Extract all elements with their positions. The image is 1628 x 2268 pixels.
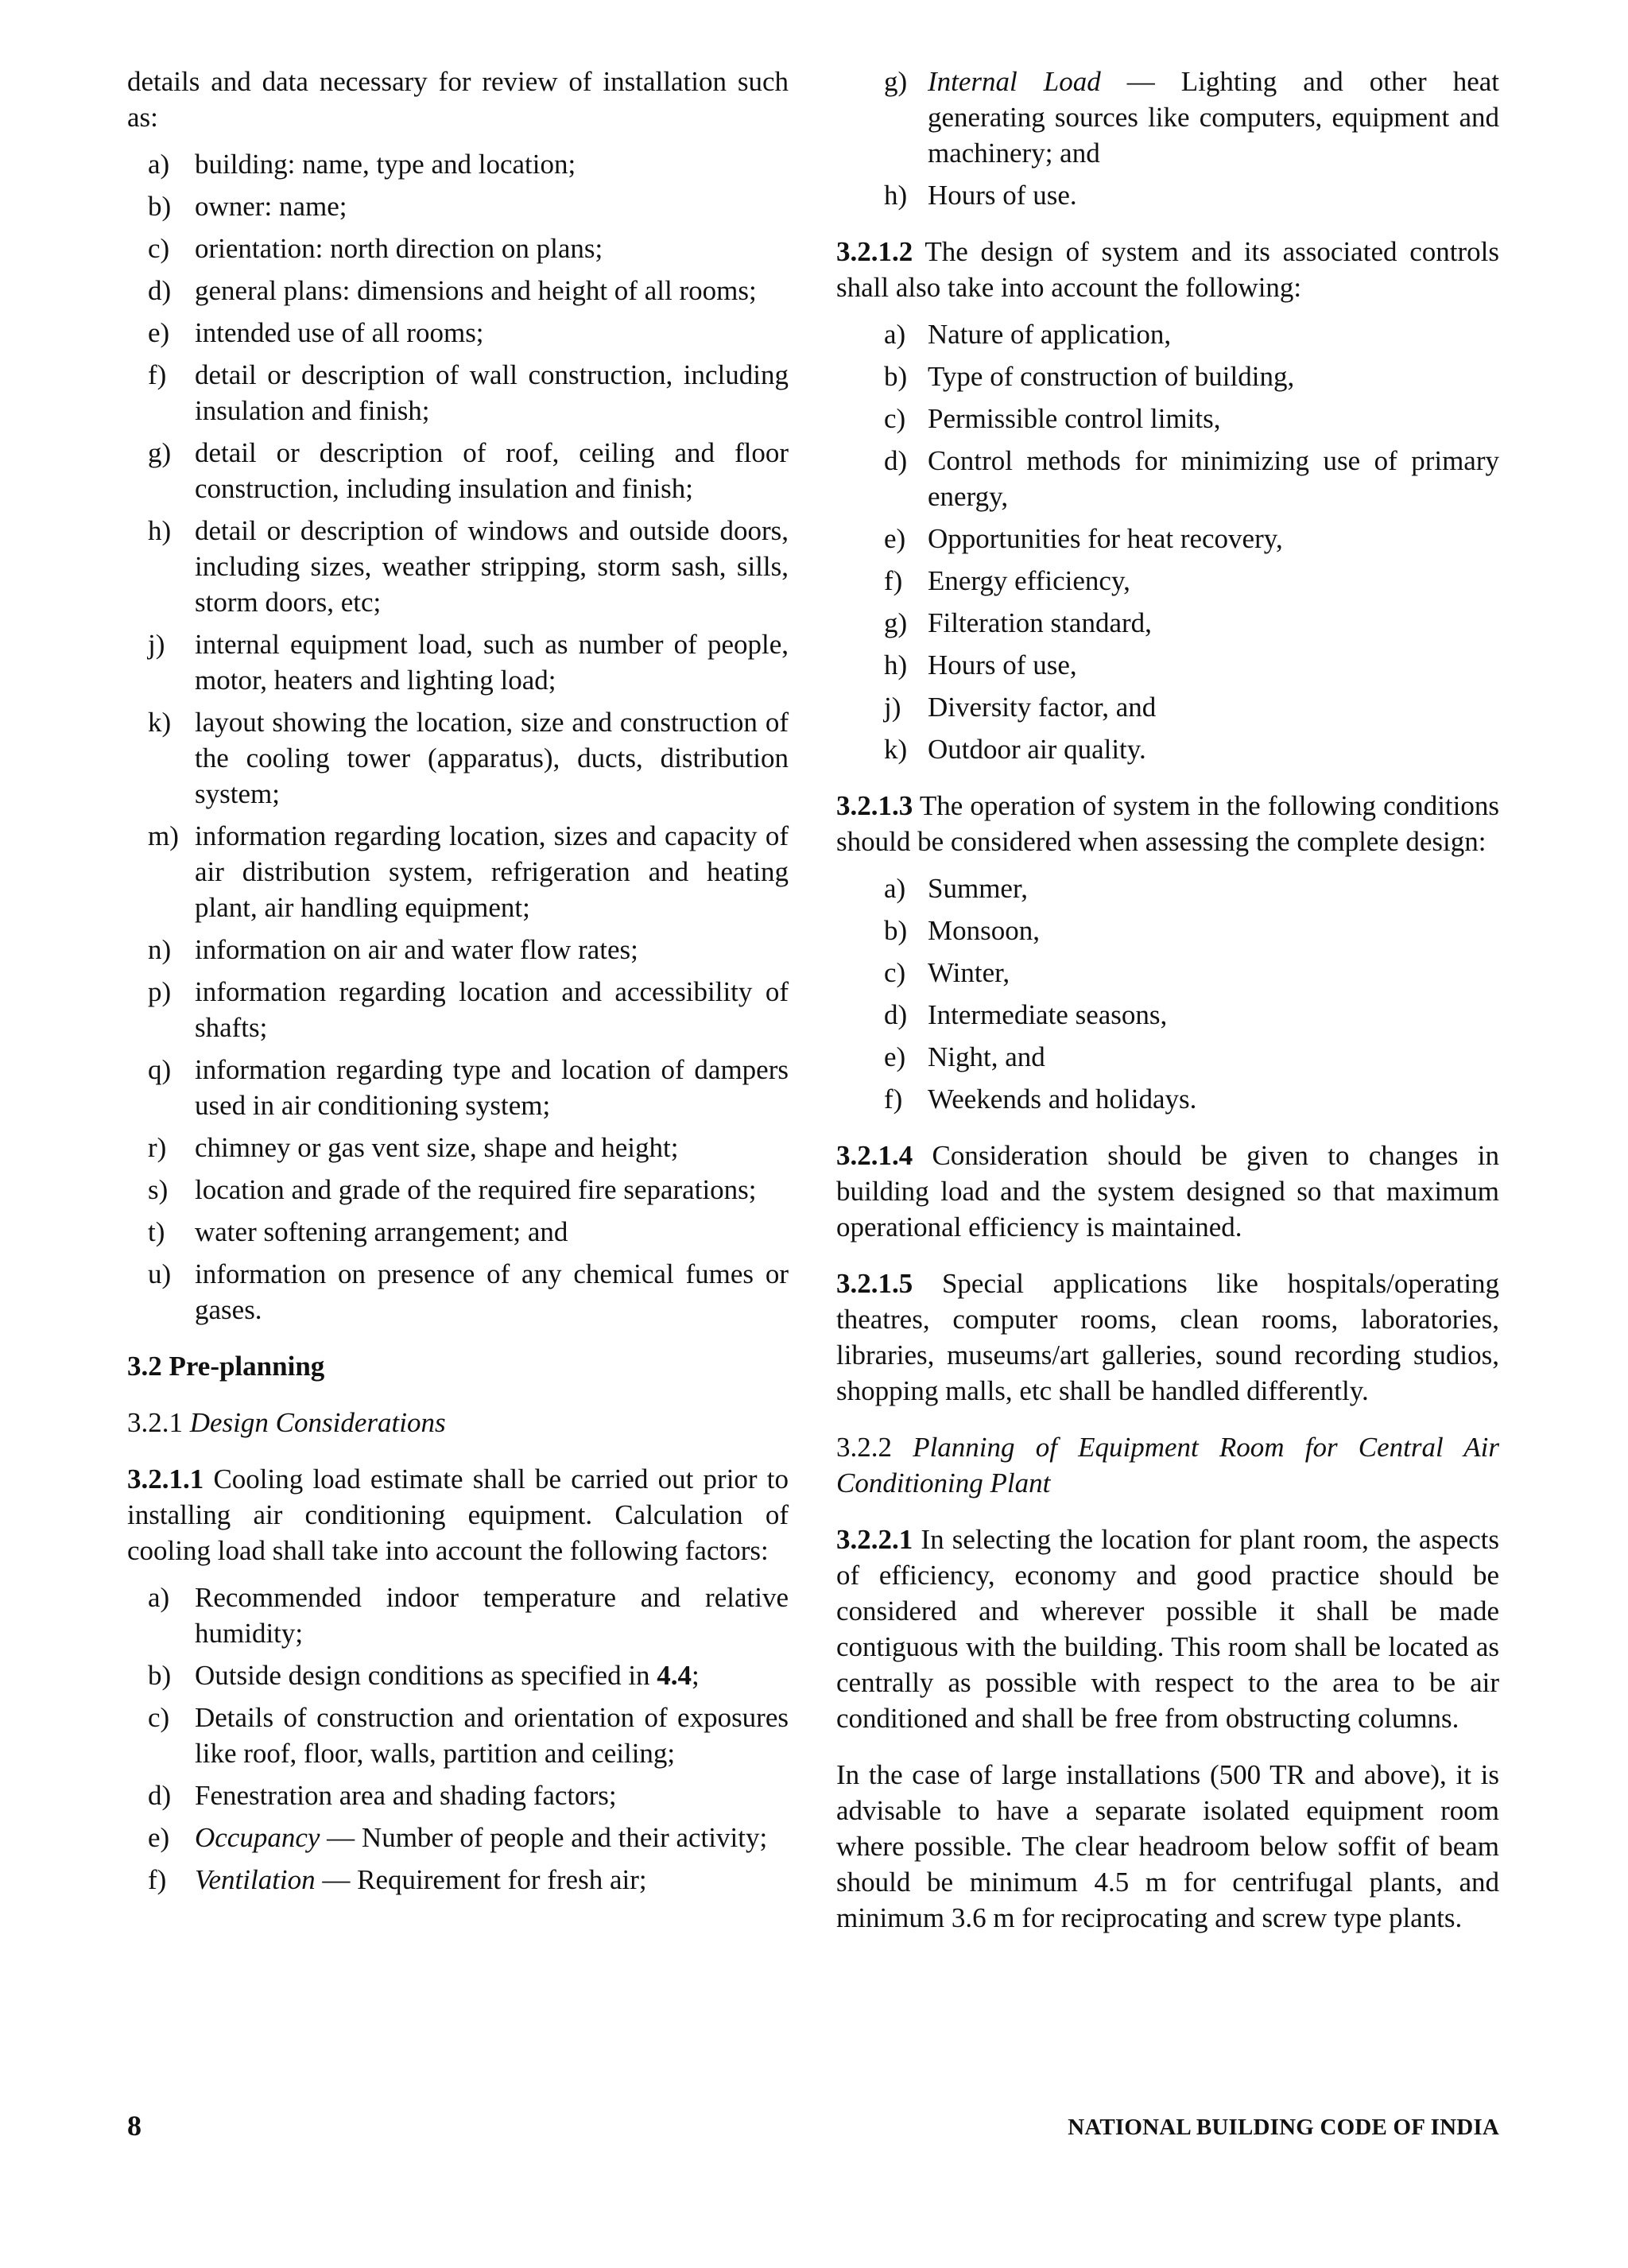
list-item: [127, 1862, 789, 1898]
item-text-body: — Lighting and other heat generating sources like computers, equipment and machinery; and: [928, 66, 1500, 169]
item-label: c): [148, 233, 170, 264]
item-label: j): [148, 629, 165, 660]
item-text: [195, 1862, 789, 1898]
item-text: information on presence of any chemical fumes or gases.: [195, 1258, 789, 1325]
paragraph-3-2-1-2: [836, 234, 1499, 305]
list-item: [836, 997, 1499, 1033]
item-label: s): [148, 1174, 169, 1205]
item-text: Weekends and holidays.: [928, 1084, 1197, 1115]
list-item: [836, 64, 1499, 171]
section-heading-3-2: 3.2 Pre-planning: [127, 1351, 325, 1382]
clause-reference: 4.4: [657, 1660, 692, 1691]
design-controls-list: [836, 316, 1499, 767]
item-text: Hours of use.: [928, 180, 1077, 211]
heading-title: Planning of Equipment Room for Central Air Conditioning Plant: [836, 1432, 1500, 1498]
item-text: building: name, type and location;: [195, 149, 576, 180]
item-label: b): [884, 361, 908, 392]
paragraph-3-2-1-5: [836, 1266, 1499, 1409]
heading-number: 3.2.2: [836, 1432, 892, 1463]
list-item: [836, 731, 1499, 767]
list-item: [127, 818, 789, 925]
list-item: [127, 974, 789, 1045]
item-text-body: — Requirement for fresh air;: [315, 1864, 647, 1895]
list-item: [836, 359, 1499, 394]
paragraph-3-2-1-3: [836, 788, 1499, 859]
item-text: Details of construction and orientation of exposures like roof, floor, walls, partition and ceiling;: [195, 1702, 789, 1769]
list-item: [127, 1214, 789, 1250]
item-label: g): [884, 607, 908, 638]
list-item: [127, 1130, 789, 1165]
list-item: [127, 315, 789, 351]
item-label: f): [148, 359, 167, 390]
list-item: [127, 704, 789, 812]
item-text: Opportunities for heat recovery,: [928, 523, 1283, 554]
item-label: h): [884, 649, 908, 680]
clause-text: Special applications like hospitals/operating theatres, computer rooms, clean rooms, laboratories, libraries, museums/art galleries, sound recording studios, shopping malls, etc shall be handled differently.: [836, 1268, 1500, 1406]
item-text: Intermediate seasons,: [928, 999, 1168, 1030]
item-text: chimney or gas vent size, shape and height;: [195, 1132, 679, 1163]
clause-number: 3.2.1.1: [127, 1464, 204, 1495]
intro-paragraph: details and data necessary for review of installation such as:: [127, 66, 789, 133]
list-item: [127, 1778, 789, 1813]
subsection-heading-3-2-1: [127, 1405, 789, 1440]
heading-title: Design Considerations: [189, 1407, 446, 1438]
item-text: [928, 64, 1499, 171]
clause-number: 3.2.1.4: [836, 1140, 913, 1171]
installation-details-list: [127, 146, 789, 1328]
item-text: [195, 1820, 789, 1855]
list-item: [127, 188, 789, 224]
list-item: [127, 1172, 789, 1208]
clause-text: Cooling load estimate shall be carried out prior to installing air conditioning equipment. Calculation of cooling load shall take into account the following factors:: [127, 1464, 789, 1566]
list-item: [836, 605, 1499, 641]
item-term: Ventilation: [195, 1864, 316, 1895]
item-text: general plans: dimensions and height of all rooms;: [195, 275, 757, 306]
list-item: [127, 1657, 789, 1693]
item-text: Recommended indoor temperature and relative humidity;: [195, 1582, 789, 1649]
item-text: location and grade of the required fire separations;: [195, 1174, 757, 1205]
item-text: Night, and: [928, 1041, 1045, 1072]
item-label: e): [884, 523, 906, 554]
subsection-heading-3-2-2: [836, 1429, 1499, 1501]
list-item: [127, 1820, 789, 1855]
item-label: u): [148, 1258, 172, 1289]
item-label: f): [884, 565, 903, 596]
item-text: Monsoon,: [928, 915, 1040, 946]
item-text-body: Outside design conditions as specified in: [195, 1660, 650, 1691]
list-item: [836, 955, 1499, 991]
paragraph-large-installations: In the case of large installations (500 TR and above), it is advisable to have a separate isolated equipment room where possible. The clear headroom below soffit of beam should be minimum 4.5 m for centrifugal plants, and minimum 3.6 m for reciprocating and screw type plants.: [836, 1759, 1499, 1933]
item-label: b): [148, 1660, 172, 1691]
list-item: [127, 273, 789, 308]
list-item: [836, 563, 1499, 599]
item-label: d): [148, 275, 172, 306]
item-text: information regarding location, sizes and capacity of air distribution system, refrigeration and heating plant, air handling equipment;: [195, 820, 789, 923]
item-text: Fenestration area and shading factors;: [195, 1780, 617, 1811]
list-item: [127, 1052, 789, 1123]
list-item: [836, 647, 1499, 683]
item-text: water softening arrangement; and: [195, 1216, 568, 1247]
heading-number: 3.2.1: [127, 1407, 183, 1438]
item-text: Outdoor air quality.: [928, 734, 1146, 765]
item-text: layout showing the location, size and construction of the cooling tower (apparatus), ducts, distribution system;: [195, 707, 789, 809]
item-label: f): [148, 1864, 167, 1895]
item-label: m): [148, 820, 179, 851]
cooling-load-factors-continued: [836, 64, 1499, 213]
list-item: [127, 626, 789, 698]
item-label: g): [148, 437, 172, 468]
item-label: c): [148, 1702, 170, 1733]
list-item: [127, 1256, 789, 1328]
list-item: [836, 913, 1499, 948]
list-item: [127, 932, 789, 967]
item-text: Summer,: [928, 873, 1028, 904]
list-item: [127, 435, 789, 506]
list-item: [127, 146, 789, 182]
list-item: [127, 1580, 789, 1651]
operating-conditions-list: [836, 870, 1499, 1117]
list-item: [836, 401, 1499, 436]
clause-text: The operation of system in the following conditions should be considered when assessing the complete design:: [836, 790, 1499, 857]
item-label: a): [148, 149, 170, 180]
item-text: information regarding location and accessibility of shafts;: [195, 976, 789, 1043]
item-text: information on air and water flow rates;: [195, 934, 638, 965]
right-column: [836, 64, 1499, 1936]
item-term: Occupancy: [195, 1822, 320, 1853]
item-text-end: ;: [692, 1660, 700, 1691]
item-text: [195, 1657, 789, 1693]
item-label: e): [148, 317, 170, 348]
clause-number: 3.2.2.1: [836, 1524, 913, 1555]
item-text-body: — Number of people and their activity;: [320, 1822, 768, 1853]
clause-text: Consideration should be given to changes in building load and the system designed so that maximum operational efficiency is maintained.: [836, 1140, 1499, 1243]
list-item: [127, 513, 789, 620]
item-label: d): [884, 445, 908, 476]
item-label: h): [884, 180, 908, 211]
page-number: 8: [127, 2110, 141, 2142]
item-label: n): [148, 934, 172, 965]
item-text: Energy efficiency,: [928, 565, 1130, 596]
list-item: [836, 521, 1499, 556]
list-item: [836, 316, 1499, 352]
item-text: Diversity factor, and: [928, 692, 1157, 723]
item-text: Hours of use,: [928, 649, 1077, 680]
item-text: internal equipment load, such as number of people, motor, heaters and lighting load;: [195, 629, 789, 696]
item-text: information regarding type and location of dampers used in air conditioning system;: [195, 1054, 789, 1121]
item-text: intended use of all rooms;: [195, 317, 484, 348]
item-label: r): [148, 1132, 167, 1163]
item-label: a): [884, 319, 906, 350]
item-label: c): [884, 957, 906, 988]
left-column: [127, 64, 789, 1904]
item-text: Nature of application,: [928, 319, 1172, 350]
cooling-load-factors-list: [127, 1580, 789, 1898]
item-label: g): [884, 66, 908, 97]
list-item: [836, 1081, 1499, 1117]
item-label: c): [884, 403, 906, 434]
item-label: e): [884, 1041, 906, 1072]
item-label: p): [148, 976, 172, 1007]
clause-text: In selecting the location for plant room, the aspects of efficiency, economy and good practice should be considered and wherever possible it shall be made contiguous with the building. This room shall be located as centrally as possible with respect to the area to be air conditioned and shall be free from obstructing columns.: [836, 1524, 1500, 1734]
item-label: b): [884, 915, 908, 946]
item-label: e): [148, 1822, 170, 1853]
item-text: detail or description of windows and outside doors, including sizes, weather stripping, storm sash, sills, storm doors, etc;: [195, 515, 789, 618]
item-text: Winter,: [928, 957, 1010, 988]
item-text: detail or description of roof, ceiling and floor construction, including insulation and finish;: [195, 437, 789, 504]
list-item: [836, 443, 1499, 514]
item-text: owner: name;: [195, 191, 347, 222]
footer-title: NATIONAL BUILDING CODE OF INDIA: [1068, 2115, 1499, 2140]
clause-text: The design of system and its associated controls shall also take into account the following:: [836, 236, 1499, 303]
item-label: a): [148, 1582, 170, 1613]
list-item: [836, 870, 1499, 906]
list-item: [127, 1700, 789, 1771]
list-item: [127, 231, 789, 266]
item-text: Filteration standard,: [928, 607, 1152, 638]
clause-number: 3.2.1.3: [836, 790, 913, 821]
item-label: d): [148, 1780, 172, 1811]
item-label: k): [884, 734, 908, 765]
item-label: d): [884, 999, 908, 1030]
item-text: Permissible control limits,: [928, 403, 1221, 434]
list-item: [127, 357, 789, 428]
item-term: Internal Load: [928, 66, 1101, 97]
item-text: orientation: north direction on plans;: [195, 233, 603, 264]
item-text: Type of construction of building,: [928, 361, 1295, 392]
item-label: a): [884, 873, 906, 904]
item-text: Control methods for minimizing use of primary energy,: [928, 445, 1499, 512]
item-label: q): [148, 1054, 172, 1085]
item-label: b): [148, 191, 172, 222]
item-label: t): [148, 1216, 165, 1247]
paragraph-3-2-2-1: [836, 1522, 1499, 1736]
list-item: [836, 1039, 1499, 1075]
item-text: detail or description of wall construction, including insulation and finish;: [195, 359, 789, 426]
list-item: [836, 177, 1499, 213]
item-label: j): [884, 692, 901, 723]
clause-number: 3.2.1.2: [836, 236, 913, 267]
item-label: k): [148, 707, 172, 738]
item-label: f): [884, 1084, 903, 1115]
paragraph-3-2-1-1: [127, 1461, 789, 1568]
paragraph-3-2-1-4: [836, 1138, 1499, 1245]
list-item: [836, 689, 1499, 725]
item-label: h): [148, 515, 172, 546]
clause-number: 3.2.1.5: [836, 1268, 913, 1299]
